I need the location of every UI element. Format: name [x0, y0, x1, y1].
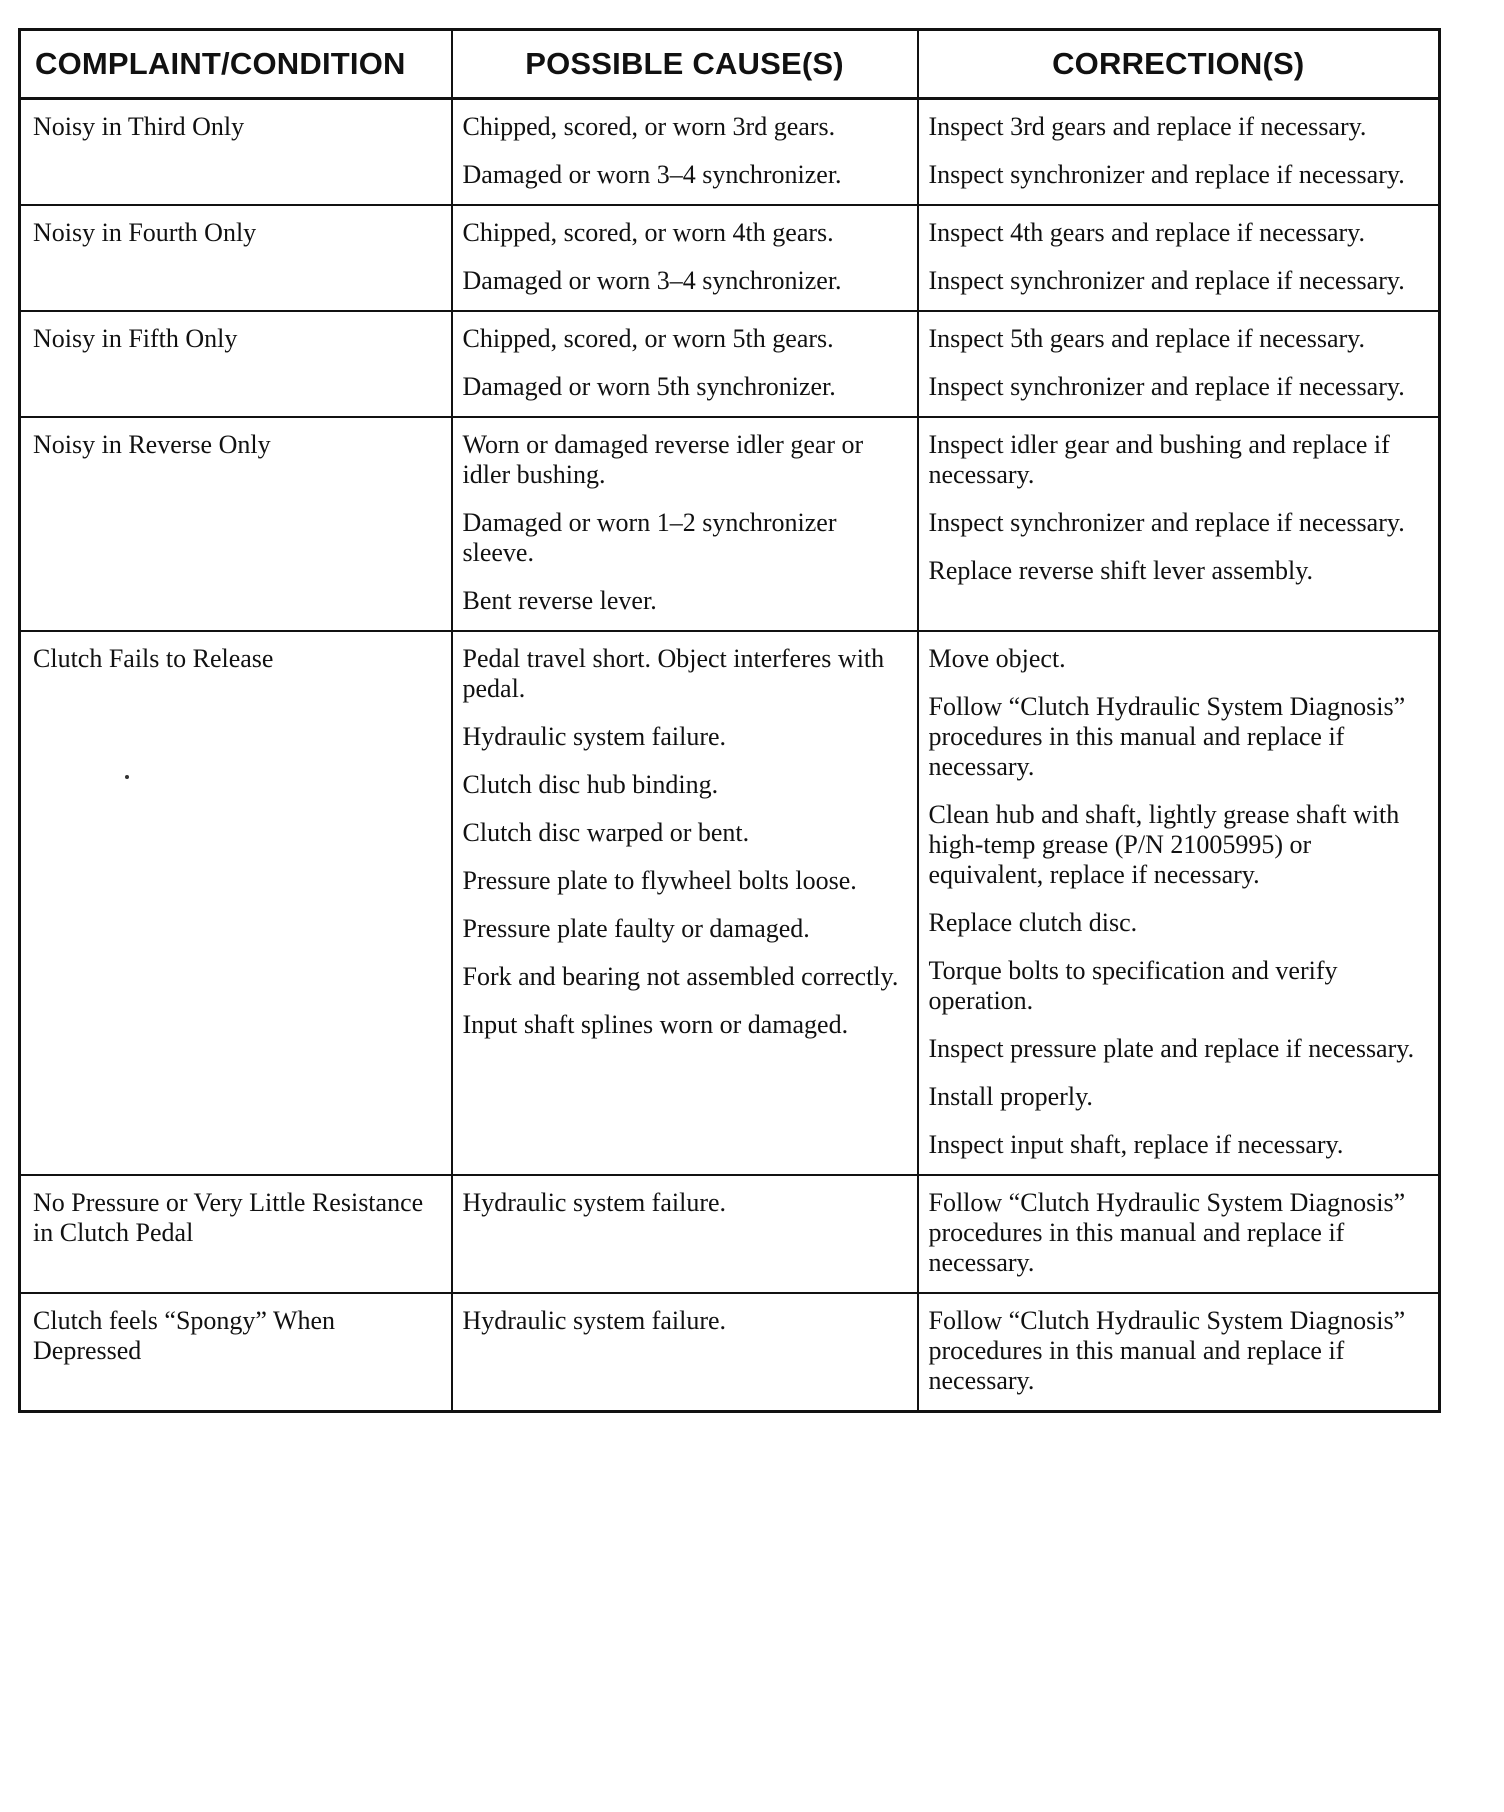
complaint-text: Noisy in Third Only [33, 112, 245, 141]
complaint-cell [20, 417, 452, 631]
table-row [20, 631, 1440, 1175]
correction-entry: Inspect 4th gears and replace if necessary. [928, 218, 1365, 247]
complaint-cell [20, 631, 452, 1175]
diagnosis-table [18, 28, 1441, 1413]
correction-entry: Clean hub and shaft, lightly grease shaft with high-temp grease (P/N 21005995) or equivalent, replace if necessary. [928, 800, 1400, 889]
complaint-cell [20, 205, 452, 311]
correction-cell [918, 311, 1440, 417]
complaint-cell [20, 311, 452, 417]
correction-entry: Replace clutch disc. [928, 908, 1138, 937]
correction-list [919, 632, 1439, 1174]
cause-cell [452, 1175, 918, 1293]
correction-entry: Inspect 5th gears and replace if necessary. [928, 324, 1365, 353]
cause-entry: Chipped, scored, or worn 3rd gears. [462, 112, 836, 141]
cause-list [453, 1176, 917, 1232]
complaint-text: Clutch Fails to Release [33, 644, 274, 673]
table-row [20, 1175, 1440, 1293]
cause-cell [452, 417, 918, 631]
cause-entry: Bent reverse lever. [462, 586, 657, 615]
correction-entry: Install properly. [928, 1082, 1093, 1111]
cause-cell [452, 1293, 918, 1412]
correction-entry: Inspect synchronizer and replace if necessary. [928, 160, 1405, 189]
cause-entry: Chipped, scored, or worn 5th gears. [462, 324, 834, 353]
header-row [20, 30, 1440, 99]
diagnosis-page [18, 28, 1438, 1413]
correction-entry: Follow “Clutch Hydraulic System Diagnosis” procedures in this manual and replace if necessary. [928, 1306, 1406, 1395]
cause-entry: Damaged or worn 1–2 synchronizer sleeve. [462, 508, 837, 567]
cause-entry: Damaged or worn 3–4 synchronizer. [462, 160, 842, 189]
complaint-cell [20, 1293, 452, 1412]
cause-list [453, 100, 917, 204]
complaint-text: Noisy in Reverse Only [33, 430, 271, 459]
cause-entry: Chipped, scored, or worn 4th gears. [462, 218, 834, 247]
correction-entry: Replace reverse shift lever assembly. [928, 556, 1314, 585]
complaint-text: No Pressure or Very Little Resistance in Clutch Pedal [33, 1188, 424, 1247]
correction-entry: Follow “Clutch Hydraulic System Diagnosis” procedures in this manual and replace if necessary. [928, 1188, 1406, 1277]
correction-list [919, 100, 1439, 204]
correction-cell [918, 1293, 1440, 1412]
cause-entry: Clutch disc hub binding. [462, 770, 719, 799]
complaint-cell [20, 1175, 452, 1293]
cause-list [453, 418, 917, 630]
cause-list [453, 632, 917, 1054]
table-row [20, 99, 1440, 206]
correction-cell [918, 417, 1440, 631]
correction-entry: Inspect idler gear and bushing and replace if necessary. [928, 430, 1390, 489]
complaint-text: Clutch feels “Spongy” When Depressed [33, 1306, 336, 1365]
cause-entry: Hydraulic system failure. [462, 1306, 727, 1335]
cause-list [453, 206, 917, 310]
correction-list [919, 312, 1439, 416]
correction-entry: Inspect synchronizer and replace if necessary. [928, 372, 1405, 401]
correction-list [919, 1176, 1439, 1292]
correction-entry: Inspect synchronizer and replace if necessary. [928, 266, 1405, 295]
correction-entry: Torque bolts to specification and verify operation. [928, 956, 1338, 1015]
cause-list [453, 1294, 917, 1350]
cause-entry: Pressure plate faulty or damaged. [462, 914, 810, 943]
cause-cell [452, 205, 918, 311]
correction-cell [918, 631, 1440, 1175]
correction-list [919, 1294, 1439, 1410]
table-row [20, 417, 1440, 631]
correction-entry: Inspect pressure plate and replace if necessary. [928, 1034, 1415, 1063]
table-row [20, 205, 1440, 311]
correction-entry: Inspect 3rd gears and replace if necessary. [928, 112, 1367, 141]
stray-mark [125, 775, 129, 779]
cause-entry: Pressure plate to flywheel bolts loose. [462, 866, 857, 895]
correction-cell [918, 1175, 1440, 1293]
correction-list [919, 418, 1439, 600]
cause-column-header: POSSIBLE CAUSE(S) [452, 30, 918, 99]
cause-entry: Hydraulic system failure. [462, 1188, 727, 1217]
cause-entry: Pedal travel short. Object interferes with pedal. [462, 644, 885, 703]
cause-entry: Hydraulic system failure. [462, 722, 727, 751]
correction-entry: Move object. [928, 644, 1066, 673]
cause-entry: Input shaft splines worn or damaged. [462, 1010, 849, 1039]
correction-column-header: CORRECTION(S) [918, 30, 1440, 99]
cause-entry: Worn or damaged reverse idler gear or idler bushing. [462, 430, 864, 489]
complaint-text: Noisy in Fourth Only [33, 218, 257, 247]
correction-cell [918, 205, 1440, 311]
cause-list [453, 312, 917, 416]
cause-cell [452, 631, 918, 1175]
correction-entry: Inspect synchronizer and replace if necessary. [928, 508, 1405, 537]
table-body [20, 99, 1440, 1412]
cause-cell [452, 311, 918, 417]
cause-entry: Damaged or worn 5th synchronizer. [462, 372, 836, 401]
cause-entry: Fork and bearing not assembled correctly. [462, 962, 899, 991]
correction-list [919, 206, 1439, 310]
cause-cell [452, 99, 918, 206]
cause-entry: Clutch disc warped or bent. [462, 818, 750, 847]
correction-entry: Follow “Clutch Hydraulic System Diagnosis” procedures in this manual and replace if necessary. [928, 692, 1406, 781]
complaint-column-header: COMPLAINT/CONDITION [20, 30, 452, 99]
complaint-text: Noisy in Fifth Only [33, 324, 238, 353]
correction-cell [918, 99, 1440, 206]
correction-entry: Inspect input shaft, replace if necessary. [928, 1130, 1344, 1159]
table-row [20, 311, 1440, 417]
complaint-cell [20, 99, 452, 206]
cause-entry: Damaged or worn 3–4 synchronizer. [462, 266, 842, 295]
table-row [20, 1293, 1440, 1412]
